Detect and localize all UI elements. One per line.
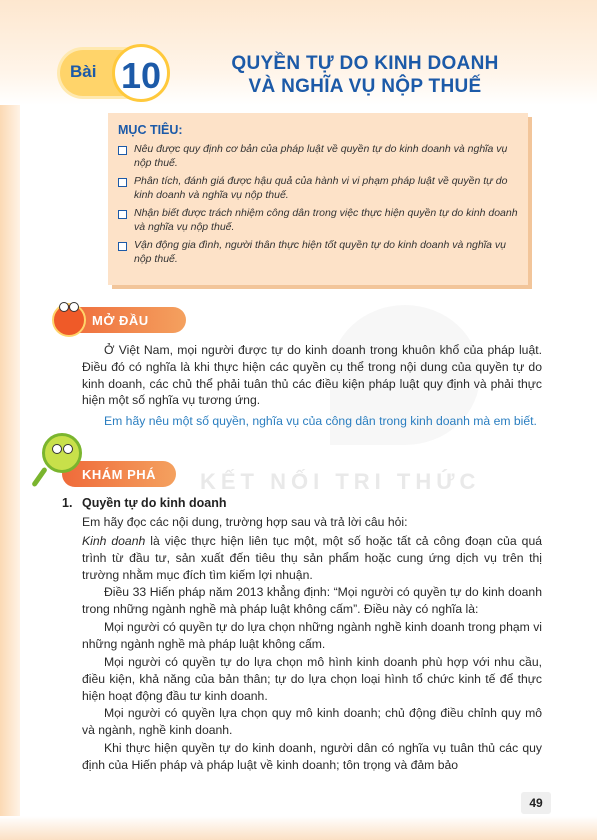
objective-text: Vận động gia đình, người thân thực hiện tốt quyền tự do kinh doanh và nghĩa vụ nộp thuế. <box>134 239 506 265</box>
objective-item <box>118 175 518 202</box>
lesson-title <box>200 52 530 98</box>
kham-pha-heading <box>62 461 176 487</box>
objectives-list <box>118 143 518 271</box>
left-margin-band <box>0 105 20 840</box>
objective-text: Phân tích, đánh giá được hậu quả của hành vi vi phạm pháp luật về quyền tự do kinh doanh và nghĩa vụ nộp thuế. <box>134 175 508 201</box>
objectives-heading: MỤC TIÊU: <box>118 123 183 137</box>
lesson-number: 10 <box>112 44 170 102</box>
checkbox-icon <box>118 242 127 251</box>
mo-dau-paragraph: Ở Việt Nam, mọi người được tự do kinh doanh trong khuôn khổ của pháp luật. Điều đó có nghĩa là khi thực hiện các quyền cụ thể trong nội dung của quyền tự do kinh doanh, các chủ thể phải tuân thủ các điều kiện pháp luật quy định và phải thực hiện một số nghĩa vụ tương ứng. <box>82 343 542 408</box>
objective-item <box>118 207 518 234</box>
body-paragraph: Mọi người có quyền lựa chọn quy mô kinh doanh; chủ động điều chỉnh quy mô và ngành, nghề kinh doanh. <box>82 706 542 737</box>
mascot-eye-icon <box>59 302 69 312</box>
mascot-icon <box>52 303 86 337</box>
objective-item <box>118 143 518 170</box>
checkbox-icon <box>118 178 127 187</box>
definition-paragraph <box>82 533 542 583</box>
footer-band <box>0 816 597 840</box>
title-line-1: QUYỀN TỰ DO KINH DOANH <box>231 53 499 74</box>
mascot-eye-icon <box>52 444 62 454</box>
definition-text: là việc thực hiện liên tục một, một số hoặc tất cả công đoạn của quá trình từ đầu tư, sản xuất đến tiêu thụ sản phẩm hoặc cung ứng dịch vụ trên thị trường nhằm mục đích tìm kiếm lợi nhuận. <box>82 534 542 582</box>
section-number: 1. <box>62 496 73 510</box>
mo-dau-label: MỞ ĐẦU <box>92 313 149 328</box>
body-paragraph: Khi thực hiện quyền tự do kinh doanh, người dân có nghĩa vụ tuân thủ các quy định của Hiến pháp và pháp luật về kinh doanh; tôn trọng và đảm bảo <box>82 741 542 772</box>
checkbox-icon <box>118 146 127 155</box>
mascot-eye-icon <box>63 444 73 454</box>
intro-text: Em hãy đọc các nội dung, trường hợp sau và trả lời câu hỏi: <box>82 515 408 529</box>
kham-pha-label: KHÁM PHÁ <box>82 467 157 482</box>
mascot-eye-icon <box>69 302 79 312</box>
page-number: 49 <box>521 792 551 814</box>
magnifier-mascot-icon <box>42 433 82 473</box>
body-paragraph: Mọi người có quyền tự do lựa chọn mô hình kinh doanh phù hợp với nhu cầu, điều kiện, khả năng của bản thân; tự do lựa chọn loại hình tổ chức kinh tế để thực hiện hoạt động đầu tư kinh doanh. <box>82 655 542 703</box>
objectives-box <box>108 113 528 285</box>
body-paragraph: Mọi người có quyền tự do lựa chọn những ngành nghề kinh doanh trong phạm vi những ngành nghề mà pháp luật không cấm. <box>82 620 542 651</box>
body-paragraph: Điều 33 Hiến pháp năm 2013 khẳng định: “Mọi người có quyền tự do kinh doanh trong những ngành nghề mà pháp luật không cấm”. Điều này có nghĩa là: <box>82 585 542 616</box>
magnifier-handle <box>31 467 48 488</box>
watermark-text: KẾT NỐI TRI THỨC <box>200 469 481 494</box>
mo-dau-question: Em hãy nêu một số quyền, nghĩa vụ của công dân trong kinh doanh mà em biết. <box>104 414 537 428</box>
section-title: Quyền tự do kinh doanh <box>82 496 227 510</box>
objective-text: Nhận biết được trách nhiệm công dân trong việc thực hiện quyền tự do kinh doanh và nghĩa vụ nộp thuế. <box>134 207 518 233</box>
definition-term: Kinh doanh <box>82 534 146 548</box>
lesson-word: Bài <box>70 62 97 81</box>
objective-text: Nêu được quy định cơ bản của pháp luật về quyền tự do kinh doanh và nghĩa vụ nộp thuế. <box>134 143 508 169</box>
title-line-2: VÀ NGHĨA VỤ NỘP THUẾ <box>248 76 482 97</box>
checkbox-icon <box>118 210 127 219</box>
lesson-badge <box>60 50 165 96</box>
objective-item <box>118 239 518 266</box>
